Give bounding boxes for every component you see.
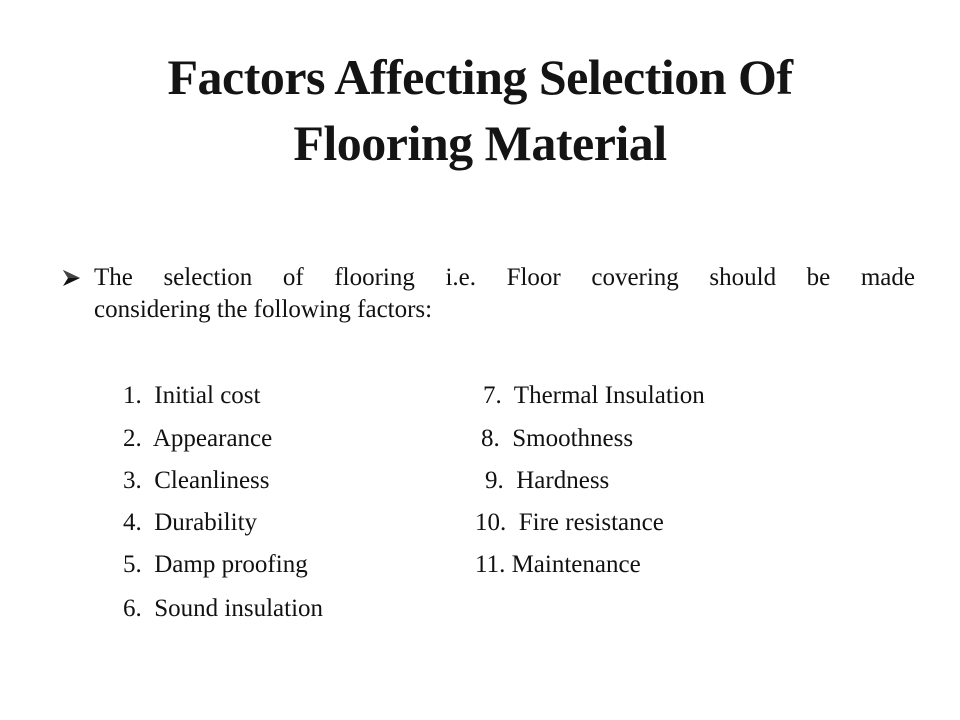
intro-bullet [60,262,915,326]
factor-cleanliness: 3. Cleanliness [123,467,270,494]
title-line-2: Flooring Material [293,115,667,171]
title-line-1: Factors Affecting Selection Of [167,49,793,105]
factor-damp-proofing: 5. Damp proofing [123,551,308,578]
slide-title [60,44,900,176]
factor-durability: 4. Durability [123,509,258,536]
factor-maintenance: 11. Maintenance [475,551,641,578]
factor-thermal-insulation: 7. Thermal Insulation [483,382,705,409]
factor-sound-insulation: 6. Sound insulation [123,595,324,622]
factor-appearance: 2. Appearance [123,425,273,452]
arrow-bullet-icon [60,262,84,294]
factor-smoothness: 8. Smoothness [481,425,634,452]
factor-hardness: 9. Hardness [485,467,610,494]
intro-line-1: The selection of flooring i.e. Floor covering should be made [94,264,915,291]
factor-fire-resistance: 10. Fire resistance [475,509,664,536]
factor-initial-cost: 1. Initial cost [123,382,261,409]
intro-text [94,262,915,326]
intro-line-2: considering the following factors: [94,296,433,323]
